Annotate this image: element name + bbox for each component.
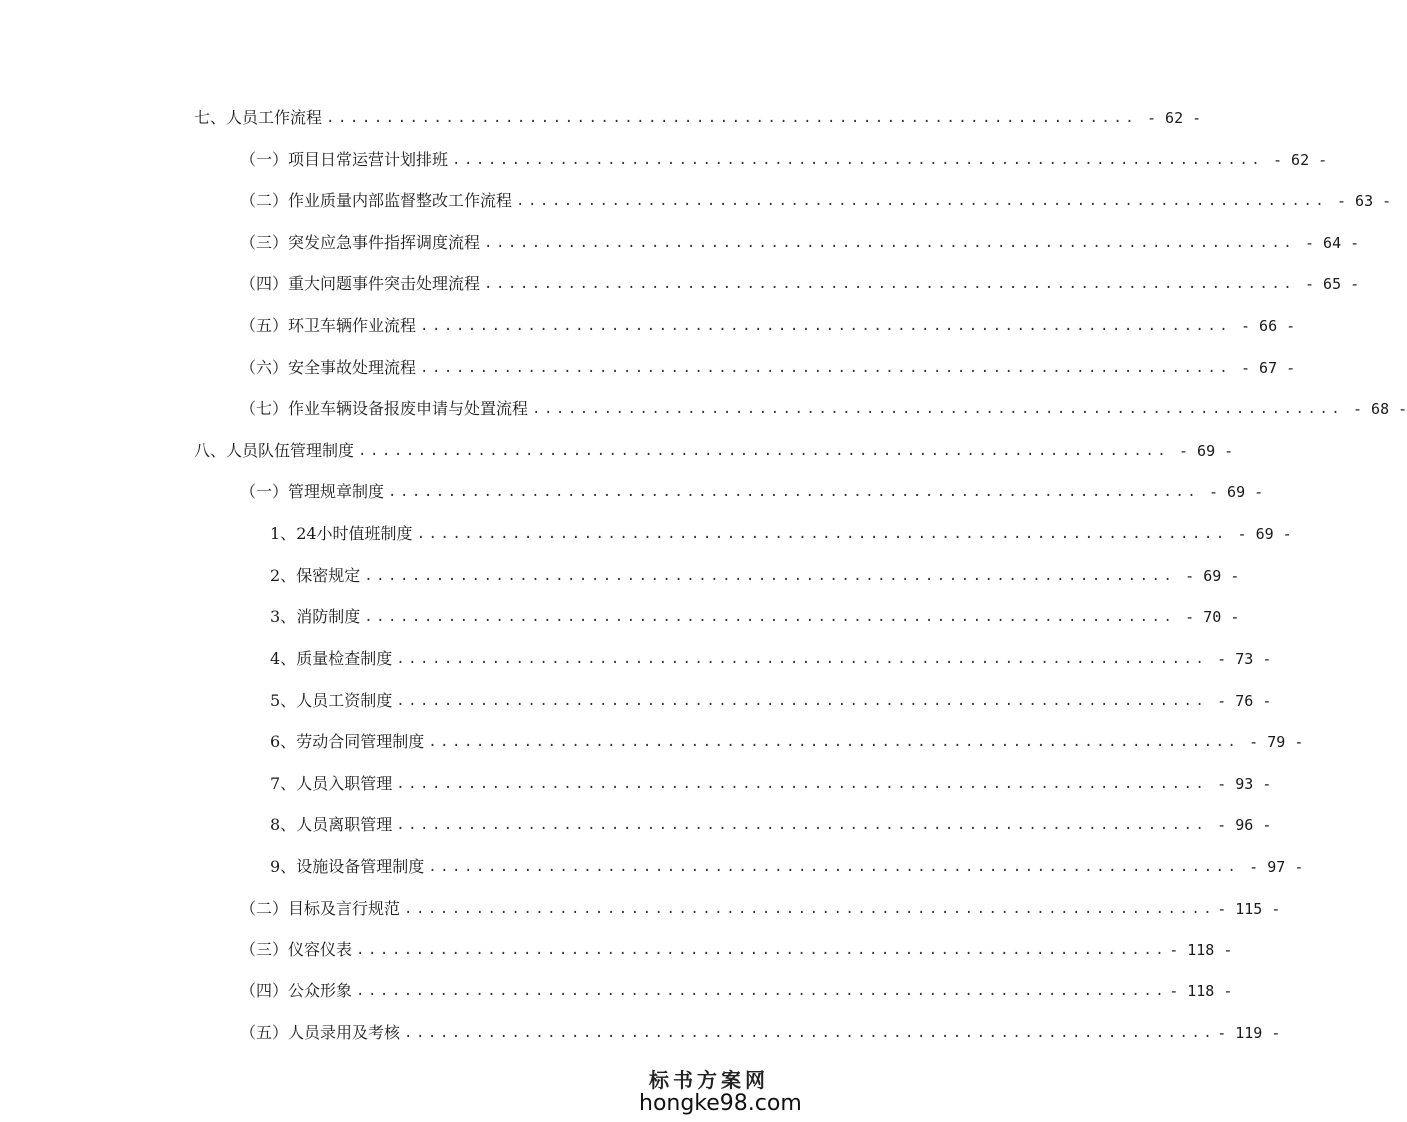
toc-entry-number: 2、 (270, 566, 297, 585)
toc-dot-leader: .................................................................... (428, 859, 1240, 875)
toc-entry-page: - 118 - (1169, 982, 1233, 1000)
toc-entry-page: - 69 - (1185, 567, 1240, 585)
toc-entry-page: - 96 - (1217, 816, 1272, 834)
toc-entry-number: 4、 (270, 649, 297, 668)
toc-entry-number: 1、 (270, 524, 297, 543)
toc-entry-page: - 64 - (1305, 234, 1360, 252)
toc-entry-number: （二） (240, 191, 289, 210)
toc-dot-leader: .................................................................... (484, 235, 1296, 251)
toc-entry[interactable] (270, 522, 1292, 546)
toc-entry-number: 9、 (270, 857, 297, 876)
toc-entry-number: 3、 (270, 607, 297, 626)
toc-dot-leader: .................................................................... (388, 484, 1200, 500)
toc-entry-page: - 67 - (1241, 359, 1296, 377)
toc-entry-title: 人员录用及考核 (288, 1023, 401, 1042)
toc-entry-page: - 73 - (1217, 650, 1272, 668)
toc-dot-leader: .................................................................... (484, 276, 1296, 292)
toc-entry-number: （七） (240, 399, 289, 418)
toc-entry-number: （二） (240, 899, 289, 918)
toc-entry-number: 八、 (194, 441, 227, 460)
toc-dot-leader: .................................................................... (396, 817, 1208, 833)
toc-entry-title: 环卫车辆作业流程 (288, 316, 417, 335)
watermark-url: hongke98.com (639, 1091, 802, 1116)
toc-entry-title: 突发应急事件指挥调度流程 (288, 233, 481, 252)
toc-entry-title: 24小时值班制度 (296, 524, 413, 543)
toc-entry-title: 消防制度 (296, 607, 361, 626)
toc-dot-leader: .................................................................... (396, 651, 1208, 667)
toc-entry-title: 保密规定 (296, 566, 361, 585)
toc-entry-number: （五） (240, 1023, 289, 1042)
toc-entry-title: 仪容仪表 (288, 940, 353, 959)
toc-entry-number: （六） (240, 358, 289, 377)
toc-entry-number: 5、 (270, 691, 297, 710)
toc-entry[interactable] (240, 397, 1407, 421)
toc-entry-number: （三） (240, 940, 289, 959)
toc-entry-page: - 69 - (1179, 442, 1234, 460)
toc-entry-number: 七、 (194, 108, 227, 127)
toc-entry-title: 人员工作流程 (226, 108, 323, 127)
toc-entry[interactable] (240, 1021, 1281, 1045)
site-watermark (639, 1064, 802, 1116)
toc-entry-title: 公众形象 (288, 981, 353, 1000)
toc-dot-leader: .................................................................... (364, 568, 1176, 584)
toc-entry[interactable] (270, 813, 1272, 837)
toc-entry-page: - 69 - (1209, 483, 1264, 501)
toc-entry-page: - 97 - (1249, 858, 1304, 876)
toc-dot-leader: .................................................................... (396, 776, 1208, 792)
toc-entry-number: （五） (240, 316, 289, 335)
toc-entry[interactable] (240, 148, 1328, 172)
toc-entry[interactable] (270, 605, 1240, 629)
toc-entry[interactable] (270, 564, 1240, 588)
toc-entry-number: （一） (240, 150, 289, 169)
toc-entry[interactable] (270, 772, 1272, 796)
toc-entry-page: - 66 - (1241, 317, 1296, 335)
toc-entry-number: （一） (240, 482, 289, 501)
toc-entry-title: 安全事故处理流程 (288, 358, 417, 377)
toc-entry[interactable] (240, 272, 1360, 296)
toc-entry[interactable] (270, 689, 1272, 713)
toc-entry-title: 项目日常运营计划排班 (288, 150, 449, 169)
toc-dot-leader: .................................................................... (532, 401, 1344, 417)
toc-entry-page: - 63 - (1337, 192, 1392, 210)
toc-entry-page: - 115 - (1217, 900, 1281, 918)
toc-entry[interactable] (240, 938, 1233, 962)
toc-dot-leader: .................................................................... (396, 693, 1208, 709)
toc-entry-number: （四） (240, 981, 289, 1000)
toc-entry[interactable] (240, 356, 1296, 380)
toc-entry[interactable] (240, 314, 1296, 338)
toc-entry[interactable] (240, 979, 1233, 1003)
toc-dot-leader: .................................................................... (356, 942, 1168, 958)
toc-entry-page: - 65 - (1305, 275, 1360, 293)
toc-dot-leader: .................................................................... (326, 110, 1138, 126)
toc-entry[interactable] (240, 897, 1281, 921)
toc-entry-page: - 62 - (1147, 109, 1202, 127)
toc-entry-page: - 76 - (1217, 692, 1272, 710)
toc-entry-title: 人员离职管理 (296, 815, 393, 834)
toc-entry[interactable] (270, 730, 1304, 754)
toc-entry-page: - 62 - (1273, 151, 1328, 169)
toc-entry[interactable] (194, 106, 1202, 130)
toc-entry-title: 管理规章制度 (288, 482, 385, 501)
toc-entry-number: （四） (240, 274, 289, 293)
toc-entry-title: 重大问题事件突击处理流程 (288, 274, 481, 293)
toc-entry-page: - 93 - (1217, 775, 1272, 793)
toc-dot-leader: .................................................................... (428, 734, 1240, 750)
toc-dot-leader: .................................................................... (358, 443, 1170, 459)
toc-entry-page: - 69 - (1237, 525, 1292, 543)
toc-entry-page: - 68 - (1353, 400, 1407, 418)
toc-entry[interactable] (194, 439, 1234, 463)
toc-dot-leader: .................................................................... (420, 318, 1232, 334)
toc-entry[interactable] (240, 231, 1360, 255)
toc-dot-leader: .................................................................... (404, 1025, 1216, 1041)
toc-entry-number: 7、 (270, 774, 297, 793)
toc-entry-title: 作业车辆设备报废申请与处置流程 (288, 399, 529, 418)
toc-entry-number: （三） (240, 233, 289, 252)
toc-dot-leader: .................................................................... (416, 526, 1228, 542)
toc-entry-title: 人员工资制度 (296, 691, 393, 710)
toc-entry-page: - 118 - (1169, 941, 1233, 959)
toc-entry[interactable] (240, 189, 1392, 213)
toc-entry-title: 劳动合同管理制度 (296, 732, 425, 751)
toc-entry-title: 人员入职管理 (296, 774, 393, 793)
toc-entry[interactable] (270, 855, 1304, 879)
watermark-title: 标书方案网 (649, 1068, 769, 1092)
toc-entry-title: 设施设备管理制度 (296, 857, 425, 876)
toc-entry-title: 目标及言行规范 (288, 899, 401, 918)
toc-entry[interactable] (270, 647, 1272, 671)
toc-dot-leader: .................................................................... (356, 983, 1168, 999)
toc-dot-leader: .................................................................... (452, 152, 1264, 168)
toc-entry-title: 人员队伍管理制度 (226, 441, 355, 460)
toc-entry-page: - 119 - (1217, 1024, 1281, 1042)
toc-dot-leader: .................................................................... (364, 609, 1176, 625)
toc-entry-title: 作业质量内部监督整改工作流程 (288, 191, 513, 210)
toc-dot-leader: .................................................................... (516, 193, 1328, 209)
toc-dot-leader: .................................................................... (404, 901, 1216, 917)
toc-entry-number: 8、 (270, 815, 297, 834)
toc-entry-page: - 70 - (1185, 608, 1240, 626)
toc-dot-leader: .................................................................... (420, 360, 1232, 376)
toc-entry-title: 质量检查制度 (296, 649, 393, 668)
toc-entry-number: 6、 (270, 732, 297, 751)
toc-entry-page: - 79 - (1249, 733, 1304, 751)
toc-entry[interactable] (240, 480, 1264, 504)
